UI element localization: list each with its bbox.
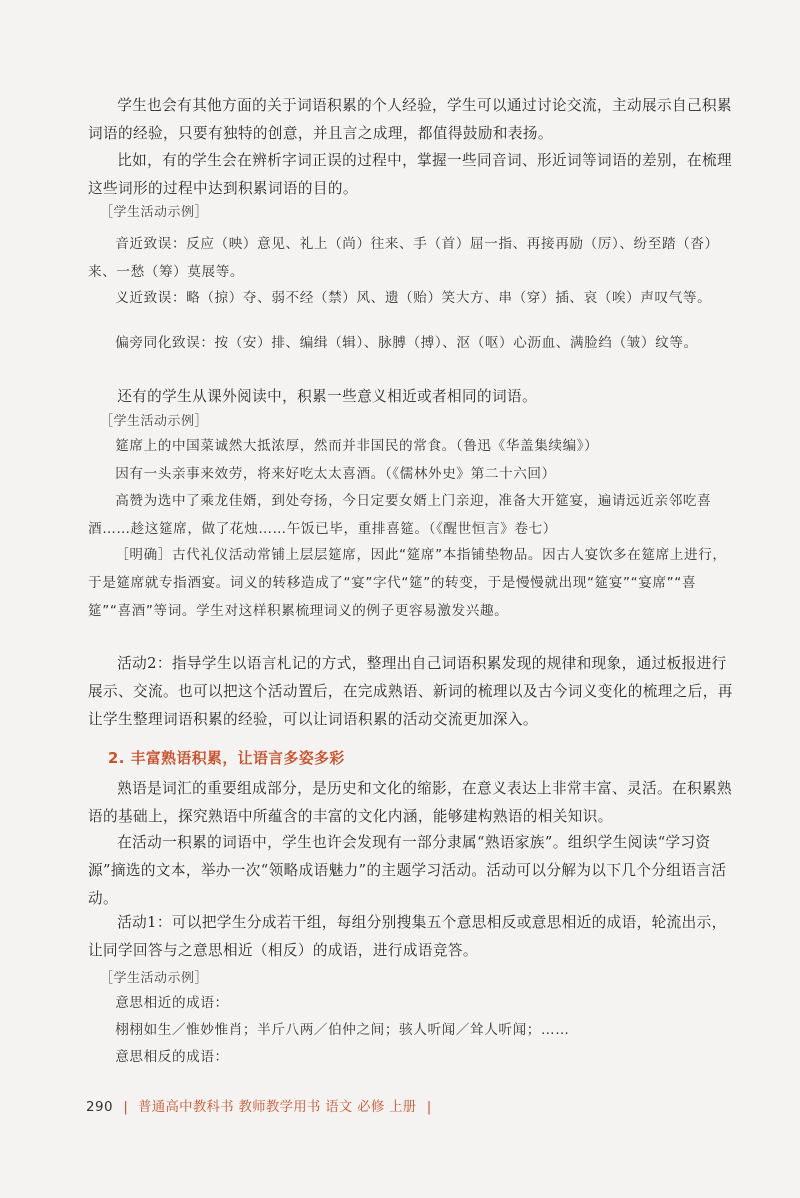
book-title: 普通高中教科书 教师教学用书 语文 必修 上册 <box>138 1100 417 1115</box>
example-text: 意思相反的成语： <box>115 1049 229 1065</box>
example-quote: 筵席上的中国菜诚然大抵浓厚，然而并非国民的常食。（鲁迅《华盖集续编》） <box>115 438 599 454</box>
paragraph: 比如，有的学生会在辨析字词正误的过程中，掌握一些同音词、形近词等词语的差别，在梳理这些词形的过程中达到积累词语的目的。 <box>88 152 732 197</box>
paragraph: 活动2：指导学生以语言札记的方式，整理出自己词语积累发现的规律和现象，通过板报进行展示、交流。也可以把这个活动置后，在完成熟语、新词的梳理以及古今词义变化的梳理之后，再让学生整理词语积累的经验，可以让词语积累的活动交流更加深入。 <box>88 655 733 728</box>
example-text: 栩栩如生／惟妙惟肖；半斤八两／伯仲之间；骇人听闻／耸人听闻；…… <box>115 1022 570 1038</box>
paragraph: 熟语是词汇的重要组成部分，是历史和文化的缩影，在意义表达上非常丰富、灵活。在积累熟语的基础上，探究熟语中所蕴含的丰富的文化内涵，能够建构熟语的相关知识。 <box>88 780 732 825</box>
section-heading: 2. 丰富熟语积累，让语言多姿多彩 <box>108 750 345 767</box>
footer-separator-end: | <box>426 1100 432 1115</box>
paragraph: 学生也会有其他方面的关于词语积累的个人经验，学生可以通过讨论交流，主动展示自己积累词语的经验，只要有独特的创意，并且言之成理，都值得鼓励和表扬。 <box>88 97 732 142</box>
page-number: 290 <box>86 1100 114 1115</box>
clarification-note: ［明确］古代礼仪活动常铺上层层筵席，因此“筵席”本指铺垫物品。因古人宴饮多在筵席上进行，于是筵席就专指酒宴。词义的转移造成了“宴”字代“筵”的转变，于是慢慢就出现“筵宴”“宴席”“喜筵”“喜酒”等词。学生对这样积累梳理词义的例子更容易激发兴趣。 <box>88 547 727 619</box>
activity-example-tag: ［学生活动示例］ <box>100 971 209 986</box>
paragraph: 活动1：可以把学生分成若干组，每组分别搜集五个意思相反或意思相近的成语，轮流出示，让同学回答与之意思相近（相反）的成语，进行成语竞答。 <box>88 914 727 959</box>
example-quote: 高赞为选中了乘龙佳婿，到处夸扬，今日定要女婿上门亲迎，准备大开筵宴，遍请远近亲邻吃喜酒……趁这筵席，做了花烛……午饭已毕，重排喜筵。（《醒世恒言》卷七） <box>88 493 712 537</box>
example-text: 偏旁同化致误：按（安）排、编缉（辑）、脉膊（搏）、沤（呕）心沥血、满脸绉（皱）纹等。 <box>115 335 698 351</box>
example-text: 音近致误：反应（映）意见、礼上（尚）往来、手（首）屈一指、再接再励（厉）、纷至踏（沓）来、一愁（筹）莫展等。 <box>88 236 719 280</box>
example-quote: 因有一头亲事来效劳，将来好吃太太喜酒。（《儒林外史》第二十六回） <box>115 466 556 482</box>
example-text: 义近致误：略（掠）夺、弱不经（禁）风、遗（贻）笑大方、串（穿）插、哀（唉）声叹气等。 <box>115 290 712 306</box>
example-text: 意思相近的成语： <box>115 995 229 1011</box>
paragraph: 还有的学生从课外阅读中，积累一些意义相近或者相同的词语。 <box>117 388 538 405</box>
activity-example-tag: ［学生活动示例］ <box>100 205 209 220</box>
paragraph: 在活动一积累的词语中，学生也许会发现有一部分隶属“熟语家族”。组织学生阅读“学习资源”摘选的文本，举办一次“领略成语魅力”的主题学习活动。活动可以分解为以下几个分组语言活动。 <box>88 834 727 907</box>
footer-separator: | <box>123 1100 128 1115</box>
page-footer <box>86 1098 437 1118</box>
activity-example-tag: ［学生活动示例］ <box>100 414 209 429</box>
